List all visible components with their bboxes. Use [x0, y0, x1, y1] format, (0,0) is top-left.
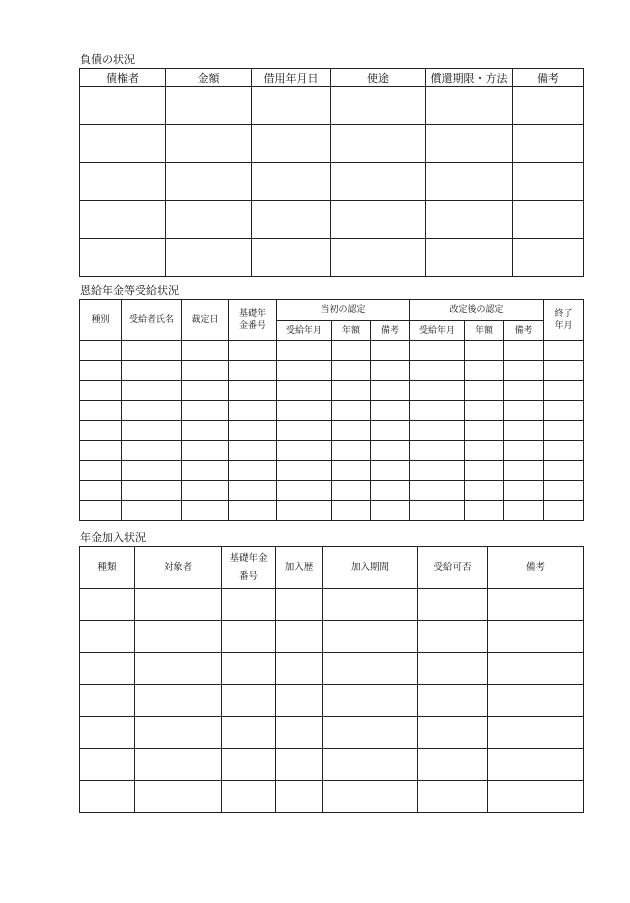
pension-enrollment-table-row-cell[interactable] — [488, 653, 584, 685]
pr-header-initial-receive-month: 受給年月 — [277, 321, 332, 341]
pension-enrollment-table-row-cell[interactable] — [418, 653, 488, 685]
pension-receipt-table-row-cell[interactable] — [122, 461, 182, 481]
pension-receipt-table-row-cell[interactable] — [277, 421, 332, 441]
pension-enrollment-table-row-cell[interactable] — [135, 621, 222, 653]
pension-enrollment-table-row — [80, 717, 584, 749]
pension-receipt-table-row-cell[interactable] — [371, 341, 410, 361]
debts-table-row-cell[interactable] — [166, 201, 252, 239]
pension-receipt-table-row-cell[interactable] — [371, 441, 410, 461]
debts-table — [79, 68, 584, 277]
pension-enrollment-table-row-cell[interactable] — [276, 749, 323, 781]
debts-table-row-cell[interactable] — [331, 163, 426, 201]
pension-enrollment-table-row-cell[interactable] — [323, 749, 418, 781]
pension-enrollment-table-row-cell[interactable] — [488, 749, 584, 781]
pr-header-recipient-name: 受給者氏名 — [122, 300, 182, 341]
pension-enrollment-table-row-cell[interactable] — [80, 589, 135, 621]
pension-receipt-table-row-cell[interactable] — [332, 401, 371, 421]
pension-receipt-table-row-cell[interactable] — [332, 361, 371, 381]
pension-receipt-table-row-cell[interactable] — [277, 481, 332, 501]
pension-receipt-table-row-cell[interactable] — [229, 361, 277, 381]
pension-receipt-table-row-cell[interactable] — [229, 501, 277, 521]
pension-receipt-table-row-cell[interactable] — [504, 361, 544, 381]
pension-receipt-header-row-1 — [80, 300, 584, 321]
pension-enrollment-table-row-cell[interactable] — [80, 781, 135, 813]
debts-table-row-cell[interactable] — [513, 87, 584, 125]
pension-enrollment-table-row — [80, 685, 584, 717]
pension-receipt-table-row-cell[interactable] — [277, 341, 332, 361]
pension-enrollment-table-row-cell[interactable] — [276, 781, 323, 813]
pension-receipt-table-row-cell[interactable] — [122, 441, 182, 461]
pension-receipt-table-row-cell[interactable] — [332, 501, 371, 521]
debts-table-row-cell[interactable] — [80, 87, 166, 125]
pension-enrollment-table-row — [80, 589, 584, 621]
pension-receipt-table-row — [80, 441, 584, 461]
pension-enrollment-table-row-cell[interactable] — [323, 621, 418, 653]
pension-receipt-table-row-cell[interactable] — [410, 341, 465, 361]
pension-receipt-table-row-cell[interactable] — [229, 481, 277, 501]
debts-table-row-cell[interactable] — [252, 87, 331, 125]
pension-enrollment-table-row-cell[interactable] — [488, 781, 584, 813]
pension-enrollment-table-row-cell[interactable] — [323, 653, 418, 685]
pension-receipt-table-row-cell[interactable] — [465, 361, 504, 381]
pension-enrollment-table-row — [80, 749, 584, 781]
pension-receipt-table-row-cell[interactable] — [465, 461, 504, 481]
pension-receipt-table-row-cell[interactable] — [410, 401, 465, 421]
debts-table-row — [80, 163, 584, 201]
pension-receipt-table-row-cell[interactable] — [371, 361, 410, 381]
pension-receipt-table-row-cell[interactable] — [544, 341, 584, 361]
pe-header-basic-no-line1: 基礎年金 — [229, 552, 268, 564]
pension-enrollment-table-row-cell[interactable] — [276, 685, 323, 717]
pension-receipt-table-row-cell[interactable] — [371, 401, 410, 421]
pension-receipt-table-row-cell[interactable] — [80, 421, 122, 441]
pension-enrollment-table-row-cell[interactable] — [222, 749, 276, 781]
pension-enrollment-table-row-cell[interactable] — [418, 685, 488, 717]
pr-header-basic-no-line2: 金番号 — [238, 321, 266, 331]
debts-table-row-cell[interactable] — [426, 201, 513, 239]
pension-receipt-table-row-cell[interactable] — [544, 461, 584, 481]
pension-receipt-table-row-cell[interactable] — [371, 481, 410, 501]
pension-receipt-table-row-cell[interactable] — [80, 501, 122, 521]
pension-enrollment-table-row-cell[interactable] — [222, 621, 276, 653]
pension-enrollment-table-row-cell[interactable] — [488, 589, 584, 621]
pension-receipt-table-row — [80, 381, 584, 401]
pension-enrollment-table-row-cell[interactable] — [80, 621, 135, 653]
pension-enrollment-table-row-cell[interactable] — [418, 621, 488, 653]
pension-receipt-table-row-cell[interactable] — [122, 501, 182, 521]
pension-receipt-table-row-cell[interactable] — [504, 501, 544, 521]
pension-receipt-table-row-cell[interactable] — [277, 381, 332, 401]
debts-header-creditor: 債権者 — [80, 69, 166, 87]
pr-header-end-line2: 年月 — [554, 321, 573, 331]
pension-receipt-table-row-cell[interactable] — [80, 341, 122, 361]
pension-enrollment-table-row-cell[interactable] — [80, 685, 135, 717]
pension-enrollment-table-row-cell[interactable] — [80, 749, 135, 781]
debts-section-title: 負債の状況 — [80, 53, 135, 66]
pension-receipt-table-row-cell[interactable] — [371, 381, 410, 401]
pension-receipt-table-row-cell[interactable] — [229, 441, 277, 461]
pension-enrollment-table-row-cell[interactable] — [276, 589, 323, 621]
pension-enrollment-table-row-cell[interactable] — [276, 717, 323, 749]
debts-table-row-cell[interactable] — [80, 201, 166, 239]
debts-table-row-cell[interactable] — [80, 125, 166, 163]
pension-receipt-table-row-cell[interactable] — [544, 481, 584, 501]
pension-receipt-table-row-cell[interactable] — [182, 401, 229, 421]
pension-receipt-table-row-cell[interactable] — [410, 481, 465, 501]
pension-enrollment-table-row-cell[interactable] — [135, 685, 222, 717]
pension-enrollment-table-row-cell[interactable] — [222, 717, 276, 749]
pension-receipt-table-row-cell[interactable] — [544, 381, 584, 401]
pension-enrollment-table-row-cell[interactable] — [222, 653, 276, 685]
pension-receipt-table-row-cell[interactable] — [504, 401, 544, 421]
pension-enrollment-table-row-cell[interactable] — [135, 749, 222, 781]
pension-receipt-table-row-cell[interactable] — [229, 341, 277, 361]
pr-header-end-month — [544, 300, 584, 341]
debts-table-row-cell[interactable] — [513, 201, 584, 239]
pension-receipt-table-row-cell[interactable] — [332, 421, 371, 441]
debts-table-row — [80, 87, 584, 125]
pension-receipt-table-row-cell[interactable] — [465, 381, 504, 401]
pr-header-type: 種別 — [80, 300, 122, 341]
pr-header-decision-date: 裁定日 — [182, 300, 229, 341]
debts-table-row — [80, 201, 584, 239]
pension-enrollment-table-row-cell[interactable] — [135, 717, 222, 749]
pension-receipt-table-row-cell[interactable] — [122, 341, 182, 361]
pension-enrollment-table-row-cell[interactable] — [418, 749, 488, 781]
pr-header-initial-remarks: 備考 — [371, 321, 410, 341]
pension-enrollment-section-title: 年金加入状況 — [80, 531, 146, 544]
pension-receipt-table-row-cell[interactable] — [504, 481, 544, 501]
debts-header-remarks: 備考 — [513, 69, 584, 87]
debts-table-row-cell[interactable] — [252, 239, 331, 277]
debts-table-row-cell[interactable] — [252, 125, 331, 163]
pension-receipt-table-row-cell[interactable] — [229, 401, 277, 421]
pension-enrollment-table-row — [80, 781, 584, 813]
debts-table-row-cell[interactable] — [426, 163, 513, 201]
pension-receipt-table-row-cell[interactable] — [544, 361, 584, 381]
pension-receipt-table-row-cell[interactable] — [80, 401, 122, 421]
pension-receipt-section-title: 恩給年金等受給状況 — [80, 284, 179, 297]
pension-receipt-table-row-cell[interactable] — [504, 341, 544, 361]
pension-enrollment-table-row — [80, 621, 584, 653]
pr-header-basic-no-line1: 基礎年 — [238, 309, 266, 319]
pension-enrollment-header-row — [80, 547, 584, 589]
debts-table-row-cell[interactable] — [166, 125, 252, 163]
pension-enrollment-table-row-cell[interactable] — [222, 589, 276, 621]
pe-header-period: 加入期間 — [323, 547, 418, 589]
pension-receipt-table-row-cell[interactable] — [229, 381, 277, 401]
pension-receipt-table-row-cell[interactable] — [277, 401, 332, 421]
pension-enrollment-table-row-cell[interactable] — [323, 781, 418, 813]
pension-receipt-table-row-cell[interactable] — [277, 441, 332, 461]
pe-header-subject: 対象者 — [135, 547, 222, 589]
pension-receipt-table-row-cell[interactable] — [544, 441, 584, 461]
pension-receipt-table-row-cell[interactable] — [410, 501, 465, 521]
pr-header-initial-group: 当初の認定 — [277, 300, 410, 321]
pension-receipt-table-row-cell[interactable] — [465, 401, 504, 421]
pension-receipt-table-row-cell[interactable] — [182, 481, 229, 501]
pension-receipt-table-row-cell[interactable] — [544, 501, 584, 521]
pension-receipt-table-row-cell[interactable] — [80, 361, 122, 381]
debts-table-row-cell[interactable] — [80, 163, 166, 201]
debts-table-row — [80, 239, 584, 277]
debts-table-row-cell[interactable] — [513, 163, 584, 201]
pension-receipt-table-row-cell[interactable] — [465, 481, 504, 501]
pension-receipt-table-row-cell[interactable] — [182, 461, 229, 481]
pension-receipt-table-row-cell[interactable] — [277, 501, 332, 521]
pension-receipt-table-row-cell[interactable] — [182, 421, 229, 441]
pe-header-kind: 種類 — [80, 547, 135, 589]
pr-header-revised-receive-month: 受給年月 — [410, 321, 465, 341]
pension-receipt-table-row-cell[interactable] — [371, 501, 410, 521]
debts-table-row — [80, 125, 584, 163]
pension-enrollment-table-row-cell[interactable] — [135, 653, 222, 685]
pension-enrollment-table-row-cell[interactable] — [135, 589, 222, 621]
debts-table-row-cell[interactable] — [426, 87, 513, 125]
pension-enrollment-table-row-cell[interactable] — [222, 781, 276, 813]
pr-header-basic-pension-number — [229, 300, 277, 341]
pension-receipt-table-row-cell[interactable] — [504, 381, 544, 401]
pr-header-initial-annual-amount: 年額 — [332, 321, 371, 341]
debts-table-row-cell[interactable] — [252, 201, 331, 239]
pension-receipt-table-row-cell[interactable] — [122, 361, 182, 381]
debts-header-amount: 金額 — [166, 69, 252, 87]
pension-receipt-table-row — [80, 361, 584, 381]
pension-enrollment-table-row-cell[interactable] — [323, 717, 418, 749]
pension-receipt-table-row-cell[interactable] — [544, 421, 584, 441]
pension-enrollment-table-row-cell[interactable] — [222, 685, 276, 717]
pension-enrollment-table-row-cell[interactable] — [323, 589, 418, 621]
pension-receipt-table-row-cell[interactable] — [465, 501, 504, 521]
pension-receipt-table-row-cell[interactable] — [371, 461, 410, 481]
pr-header-revised-annual-amount: 年額 — [465, 321, 504, 341]
pension-receipt-table-row-cell[interactable] — [122, 381, 182, 401]
debts-table-row-cell[interactable] — [513, 239, 584, 277]
pension-receipt-table-row-cell[interactable] — [182, 341, 229, 361]
pension-receipt-table-row — [80, 501, 584, 521]
pension-receipt-table-row-cell[interactable] — [277, 461, 332, 481]
debts-header-borrow-date: 借用年月日 — [252, 69, 331, 87]
debts-table-row-cell[interactable] — [166, 163, 252, 201]
pension-enrollment-table-row-cell[interactable] — [276, 621, 323, 653]
pension-receipt-table-row — [80, 481, 584, 501]
pension-enrollment-table-row-cell[interactable] — [323, 685, 418, 717]
pension-receipt-table-row-cell[interactable] — [465, 421, 504, 441]
pe-header-basic-pension-number — [222, 547, 276, 589]
pension-enrollment-table-row-cell[interactable] — [418, 781, 488, 813]
pension-receipt-table-row-cell[interactable] — [80, 441, 122, 461]
pension-receipt-table-row-cell[interactable] — [410, 461, 465, 481]
pension-enrollment-table-row-cell[interactable] — [488, 717, 584, 749]
pension-receipt-table-row-cell[interactable] — [504, 461, 544, 481]
pension-receipt-table-row-cell[interactable] — [371, 421, 410, 441]
debts-table-row-cell[interactable] — [166, 87, 252, 125]
pension-receipt-table-row — [80, 341, 584, 361]
pension-enrollment-table-row-cell[interactable] — [135, 781, 222, 813]
pension-receipt-table-row-cell[interactable] — [504, 441, 544, 461]
debts-table-row-cell[interactable] — [331, 125, 426, 163]
pension-receipt-table-row — [80, 401, 584, 421]
debts-table-row-cell[interactable] — [80, 239, 166, 277]
pension-receipt-table-row-cell[interactable] — [182, 381, 229, 401]
pension-receipt-table-row-cell[interactable] — [465, 341, 504, 361]
pension-enrollment-table-row-cell[interactable] — [488, 621, 584, 653]
pension-receipt-table-row-cell[interactable] — [465, 441, 504, 461]
pe-header-history: 加入歴 — [276, 547, 323, 589]
pension-receipt-table-row-cell[interactable] — [80, 461, 122, 481]
pension-receipt-table-row-cell[interactable] — [332, 441, 371, 461]
debts-table-row-cell[interactable] — [331, 201, 426, 239]
pension-receipt-table-row-cell[interactable] — [410, 361, 465, 381]
pe-header-basic-no-line2: 番号 — [238, 570, 258, 582]
pension-enrollment-table-row-cell[interactable] — [80, 653, 135, 685]
debts-header-repayment: 償還期限・方法 — [426, 69, 513, 87]
debts-table-row-cell[interactable] — [331, 87, 426, 125]
pension-receipt-table-row-cell[interactable] — [332, 381, 371, 401]
pension-receipt-table-row — [80, 461, 584, 481]
pension-enrollment-table-row-cell[interactable] — [418, 589, 488, 621]
pension-receipt-table-row-cell[interactable] — [229, 421, 277, 441]
pension-receipt-table-row-cell[interactable] — [332, 461, 371, 481]
pe-header-remarks: 備考 — [488, 547, 584, 589]
pension-receipt-table-row-cell[interactable] — [332, 341, 371, 361]
pension-receipt-table-row-cell[interactable] — [277, 361, 332, 381]
pension-receipt-table-row-cell[interactable] — [80, 381, 122, 401]
pension-receipt-table-row-cell[interactable] — [410, 421, 465, 441]
pension-receipt-table-row-cell[interactable] — [122, 401, 182, 421]
debts-table-row-cell[interactable] — [513, 125, 584, 163]
pension-receipt-table-row-cell[interactable] — [122, 481, 182, 501]
pe-header-eligibility: 受給可否 — [418, 547, 488, 589]
pension-receipt-table-row-cell[interactable] — [410, 441, 465, 461]
pension-enrollment-table — [79, 546, 584, 813]
pension-receipt-table-row-cell[interactable] — [182, 441, 229, 461]
pension-enrollment-table-row-cell[interactable] — [418, 717, 488, 749]
pension-enrollment-table-row-cell[interactable] — [80, 717, 135, 749]
pension-receipt-table-row — [80, 421, 584, 441]
pension-enrollment-table-row-cell[interactable] — [488, 685, 584, 717]
pension-receipt-table-row-cell[interactable] — [544, 401, 584, 421]
debts-table-row-cell[interactable] — [426, 239, 513, 277]
debts-header-row — [80, 69, 584, 87]
pension-receipt-table-row-cell[interactable] — [504, 421, 544, 441]
debts-table-row-cell[interactable] — [166, 239, 252, 277]
pr-header-revised-remarks: 備考 — [504, 321, 544, 341]
pension-receipt-table — [79, 299, 584, 521]
pension-enrollment-table-row — [80, 653, 584, 685]
debts-header-purpose: 使途 — [331, 69, 426, 87]
debts-table-row-cell[interactable] — [426, 125, 513, 163]
pr-header-end-line1: 終了 — [554, 309, 573, 319]
pension-receipt-table-row-cell[interactable] — [229, 461, 277, 481]
pr-header-revised-group: 改定後の認定 — [410, 300, 544, 321]
debts-table-row-cell[interactable] — [252, 163, 331, 201]
pension-receipt-table-row-cell[interactable] — [410, 381, 465, 401]
pension-receipt-table-row-cell[interactable] — [332, 481, 371, 501]
pension-receipt-table-row-cell[interactable] — [122, 421, 182, 441]
pension-receipt-table-row-cell[interactable] — [80, 481, 122, 501]
debts-table-row-cell[interactable] — [331, 239, 426, 277]
pension-receipt-table-row-cell[interactable] — [182, 501, 229, 521]
pension-receipt-table-row-cell[interactable] — [182, 361, 229, 381]
pension-enrollment-table-row-cell[interactable] — [276, 653, 323, 685]
